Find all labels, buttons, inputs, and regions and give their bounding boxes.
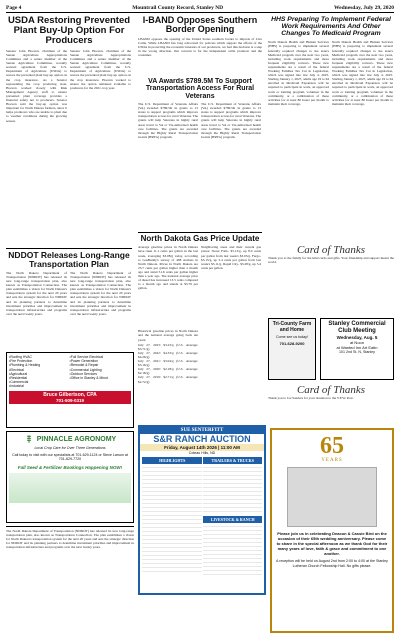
auction-date: Friday, August 14th 2026 | 11:00 AM [140, 444, 264, 451]
anniversary-photo [287, 467, 377, 527]
gilbertson-banner [9, 391, 131, 404]
hhs-headline: HHS Preparing To Implement Federal Work Requirements And Other Changes To Medicaid Program [271, 16, 391, 38]
paper-title: Mountrail County Record, Stanley ND [132, 5, 224, 11]
page-number: Page 4 [6, 5, 22, 11]
auction-ad [138, 425, 266, 595]
ace-item: • Plumbing & Heating [9, 363, 67, 367]
auction-col-head-2: TRAILERS & TRUCKS [203, 457, 262, 464]
ace-item: • Commercial Lighting [70, 368, 131, 372]
pinnacle-contact: Call today to visit with our specialists at 701-629-1124 or Steve Larson at 701-629-7720 [12, 453, 128, 461]
gas-headline: North Dakota Gas Price Update [140, 234, 260, 243]
gas-history-list [138, 343, 198, 384]
tricounty-phone: 701-628-9200 [279, 341, 305, 346]
gas-history-item: July 27, 2020: $2.18/g (U.S. Average: $2.18/g) [138, 367, 198, 376]
bottom-classifieds [6, 526, 134, 636]
gas-article [138, 232, 262, 422]
va-headline: VA Awards $789.5M To Support Transportation Access For Rural Veterans [145, 78, 255, 100]
ace-item: • Commercial [9, 380, 67, 384]
tricounty-title: Tri-County Farm and Home [272, 321, 312, 333]
pinnacle-tagline: Local Crop Care for Over Three Generations [34, 446, 106, 450]
stanley-club-date: Wednesday, Aug. 5 [336, 335, 378, 340]
pinnacle-image [9, 473, 131, 503]
auction-col-body-2 [203, 464, 262, 514]
page-header [6, 4, 394, 13]
auction-location: Coteau Hills, ND [188, 451, 216, 455]
auction-title: S&R RANCH AUCTION [153, 434, 251, 444]
pinnacle-logo-row [9, 434, 131, 444]
card-of-thanks-2 [268, 384, 394, 424]
wheat-icon [24, 434, 34, 444]
nddot-body: The North Dakota Department of Transportation (NDDOT) has released its new long-range transportation plan, also known as Transportation Connection. The plan establishes a vision for North Dakota's transportation system for the next 20 years and sets the strategic direction for NDDOT and its planning partners to determine investment priorities and improvement in transportation infrastructure and programs over the next twenty years. [6, 270, 67, 316]
classified-text: The North Dakota Department of Transportation (NDDOT) has released its new long-range transportation plan, also known as Transportation Connection. The plan establishes a vision for North Dakota's transportation system for the next 20 years and sets the strategic direction for NDDOT and its planning partners to determine investment priorities and improvement in transportation infrastructure and programs over the next twenty years. [6, 529, 134, 550]
anniversary-text: Please join us in celebrating Deacon & Cassie Bird on the occasion of their 65th wedding anniversary. Please come to share in the special afternoon as we thank God for their many years of love, faith & grace and commitment to one another. [276, 531, 388, 556]
ace-item: • Industrial [9, 384, 67, 388]
gilbertson-phone: 701-509-0319 [55, 397, 85, 403]
iband-body: I-BAND opposes the opening of the United States southern border to imports of Live Cattle. While I-BAND has long advocated for policies which support the efforts of the USDA in protecting the economic interests of our producers, we feel this decision is a step in the wrong direction. Our concern is for the independent cattle producer and the consumer. [138, 36, 262, 58]
tricounty-sub: Come see us today! [276, 335, 308, 339]
usda-body-2: Senator John Hoeven, chairman of the Senate Agriculture Appropriations Committee and a senior member of the Senate Agriculture Committee, recently secured agreement from the U.S. Department of Agriculture (USDA) to restore the prevented plant buy-up option on the crop insurance. Hoeven worked to ensure the option remained available to producers for the 2021 crop year. [70, 48, 131, 90]
nddot-article [6, 248, 132, 348]
thanks-body-2: Thank you to Joe Sanders for your donation to the V.F.W. Post. [268, 396, 354, 400]
gilbertson-name: Bruce Gilbertson, CPA [43, 391, 97, 398]
gas-historical: Historical gasoline prices in North Dakota and the national average going back ten years: [138, 329, 198, 342]
anniversary-number: 65 [320, 433, 344, 459]
va-body-2: The U.S. Department of Veterans Affairs (VA) awarded $789.5K in grants to 13 states to support programs which improve transportation access for rural Veterans. The grants will help Veterans in highly rural areas travel to VA or VA-authorized health care facilities. The grants are awarded through the Highly Rural Transportation Grants (HRTG) program. [201, 102, 261, 139]
anniversary-label: YEARS [321, 458, 343, 463]
gas-history-item: July 27, 2021: $3.04/g (U.S. Average: $3.16/g) [138, 359, 198, 368]
gas-footer: Neighboring areas and their current gas prices: Sioux Falls- $3.13/g, up 8.0 cents per gallon from last week's $3.05/g. Fargo- $3.15/g, up 3.4 cents per gallon from last week's $3.11/g. Rapid City- $3.28/g, up 5.4 cents per gallon. [201, 245, 261, 270]
stanley-club-addr: 101 2nd St. N, Stanley [339, 350, 375, 354]
anniversary-ad [270, 428, 394, 633]
ace-item: • Outdoor Services [70, 372, 131, 376]
pinnacle-title: PINNACLE AGRONOMY [36, 435, 117, 443]
gas-history-item: July 27, 2023: $3.23/g (U.S. Average: $3.71/g) [138, 342, 198, 351]
hhs-body: North Dakota Health and Human Services (HHS) is preparing to implement several federally required changes to the state's Medicaid program over the next two years, including work requirements and more frequent eligibility reviews. These new requirements are a result of the federal Working Families Tax Cut in Legislation, which was signed into law July 4, 2025. Starting January 1, 2027, adults age 19 to 64 enrolled in Medicaid Expansion will be required to participate in work, an approved work or training program, volunteer in the community, or a combination of these activities for at least 80 hours per month to maintain their coverage. [268, 40, 329, 106]
va-article [138, 78, 262, 228]
pinnacle-note: Fall Seed & Fertilizer Bookings Happening NOW! [17, 465, 123, 470]
ace-item: • Full Service Electrical [70, 355, 131, 359]
gas-body: Average gasoline prices in North Dakota have risen 11.1 cents per gallon in the last week, averaging $3.08/g today, according to GasBuddy's survey of 408 stations in North Dakota. Prices in North Dakota are 25.7 cents per gallon higher than a month ago and stand 51.6 cents per gallon higher than a year ago. The national average price of diesel has increased 13.5 cents compared to a month ago and stands at $3.79 per gallon. [138, 245, 198, 291]
ace-item: • Agricultural [9, 372, 67, 376]
stanley-club-place: at Wanted Inn Art Eatin [336, 345, 378, 350]
auction-col-body-3 [203, 523, 262, 577]
card-of-thanks [268, 244, 394, 314]
tricounty-ad [268, 318, 316, 380]
anniversary-years [276, 434, 388, 458]
anniversary-text-2: A reception will be held on August 2nd from 2:00 to 4:00 at the Stanley Lutheran Church Fellowship Hall. No gifts please. [276, 559, 388, 568]
ace-item: • Residential [9, 376, 67, 380]
ace-list-2 [70, 355, 131, 380]
usda-body: Senator John Hoeven, chairman of the Senate Agriculture Appropriations Committee and a senior member of the Senate Agriculture Committee, recently secured agreement from the U.S. Department of Agriculture (USDA) to restore the prevented plant buy-up option on the crop insurance. As a Senator representing the crop producing state, Hoeven worked closely with Risk Management Agency staff to ensure prevented plant coverage provides a financial safety net to producers. Senator Hoeven said the buy-up option was important for North Dakota farmers, since it helps producers who are unable to plant due to weather conditions during the growing season. [6, 48, 67, 123]
ace-item: • Fire Protection [9, 359, 67, 363]
stanley-club-ad [320, 318, 394, 380]
thanks-title: Card of Thanks [296, 244, 366, 256]
nddot-body-2: The North Dakota Department of Transportation (NDDOT) has released its new long-range transportation plan, also known as Transportation Connection. The plan establishes a vision for North Dakota's transportation system for the next 20 years and sets the strategic direction for NDDOT and its planning partners to determine investment priorities and improvement in transportation infrastructure and programs over the next twenty years. [70, 270, 131, 316]
auction-top: SUE SENTERFITT [140, 427, 264, 434]
issue-date: Wednesday, July 29, 2020 [333, 5, 394, 11]
thanks-title-2: Card of Thanks [296, 384, 366, 396]
auction-col-body [142, 464, 202, 574]
usda-headline: USDA Restoring Prevented Plant Buy-Up Option For Producers [7, 16, 131, 46]
auction-col-head: HIGHLIGHTS [142, 457, 202, 464]
stanley-club-time: at Noon [349, 340, 364, 345]
ace-item: • Electrical [9, 368, 67, 372]
gas-history-item: July 27, 2019: $2.71/g (U.S. Average: $2.72/g) [138, 375, 198, 384]
ace-item: • Office in Stanley & Minot [70, 376, 131, 380]
iband-article [138, 16, 262, 76]
ace-ad [6, 352, 134, 428]
thanks-body: Thank you to the family for the kind cards and gifts. Your friendship and support meant the world. [268, 256, 394, 265]
iband-headline: I-BAND Opposes Southern Border Opening [142, 16, 258, 35]
auction-col-head-3: LIVESTOCK & RANCH [203, 516, 262, 523]
hhs-article [268, 16, 394, 241]
ace-item: • Remodel & Repair [70, 363, 131, 367]
usda-article [6, 16, 132, 244]
gas-history-item: July 27, 2022: $4.33/g (U.S. Average: $4.26/g) [138, 350, 198, 359]
hhs-body-2: North Dakota Health and Human Services (HHS) is preparing to implement several federally required changes to the state's Medicaid program over the next two years, including work requirements and more frequent eligibility reviews. These new requirements are a result of the federal Working Families Tax Cut in Legislation, which was signed into law July 4, 2025. Starting January 1, 2027, adults age 19 to 64 enrolled in Medicaid Expansion will be required to participate in work, an approved work or training program, volunteer in the community, or a combination of these activities for at least 80 hours per month to maintain their coverage. [332, 40, 393, 106]
ace-list-1 [9, 355, 67, 389]
stanley-club-title: Stanley Commercial Club Meeting [328, 321, 386, 334]
nddot-headline: NDDOT Releases Long-Range Transportation Plan [8, 250, 130, 269]
ace-item: • Power Generation [70, 359, 131, 363]
pinnacle-ad [6, 431, 134, 523]
ace-item: • Roofing HVAC [9, 355, 67, 359]
va-body: The U.S. Department of Veterans Affairs (VA) awarded $789.5K in grants to 13 states to support programs which improve transportation access for rural Veterans. The grants will help Veterans in highly rural areas travel to VA or VA-authorized health care facilities. The grants are awarded through the Highly Rural Transportation Grants (HRTG) program. [138, 102, 198, 139]
